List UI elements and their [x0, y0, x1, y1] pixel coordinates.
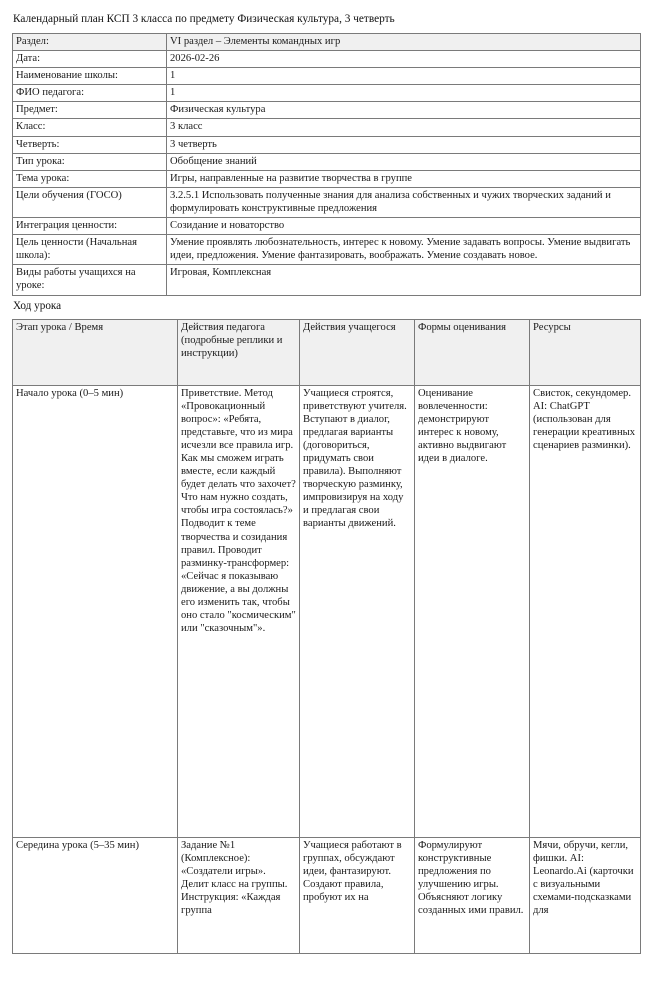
- column-header-resources: Ресурсы: [530, 319, 641, 385]
- table-row: [13, 136, 641, 153]
- cell-stage: Начало урока (0–5 мин): [13, 385, 178, 837]
- table-row: [13, 68, 641, 85]
- info-value: 3 четверть: [167, 136, 641, 153]
- cell-teacher-actions: Задание №1 (Комплексное): «Создатели игры». Делит класс на группы. Инструкция: «Каждая группа: [178, 837, 300, 953]
- cell-resources: Свисток, секундомер. AI: ChatGPT (использован для генерации креативных сценариев разминки).: [530, 385, 641, 837]
- table-row: [13, 187, 641, 217]
- info-value: 1: [167, 85, 641, 102]
- info-value: 1: [167, 68, 641, 85]
- column-header-stage: Этап урока / Время: [13, 319, 178, 385]
- table-header-row: [13, 319, 641, 385]
- column-header-assessment: Формы оценивания: [415, 319, 530, 385]
- lesson-info-body: [13, 34, 641, 296]
- table-row: [13, 34, 641, 51]
- column-header-student-actions: Действия учащегося: [300, 319, 415, 385]
- info-label: Виды работы учащихся на уроке:: [13, 265, 167, 295]
- table-row: [13, 153, 641, 170]
- table-row: [13, 235, 641, 265]
- info-value: Игровая, Комплексная: [167, 265, 641, 295]
- table-row: [13, 265, 641, 295]
- info-label: ФИО педагога:: [13, 85, 167, 102]
- cell-resources: Мячи, обручи, кегли, фишки. AI: Leonardo.Ai (карточки с визуальными схемами-подсказками для: [530, 837, 641, 953]
- lesson-flow-table: [12, 319, 641, 954]
- info-value: 3.2.5.1 Использовать полученные знания для анализа собственных и чужих творческих заданий и формулировать конструктивные предложения: [167, 187, 641, 217]
- cell-assessment: Формулируют конструктивные предложения по улучшению игры. Объясняют логику созданных ими правил.: [415, 837, 530, 953]
- info-value: Умение проявлять любознательность, интерес к новому. Умение задавать вопросы. Умение выдвигать идеи, предложения. Умение фантазировать, воображать. Умение создавать новое.: [167, 235, 641, 265]
- cell-stage: Середина урока (5–35 мин): [13, 837, 178, 953]
- page-title: Календарный план КСП 3 класса по предмету Физическая культура, 3 четверть: [13, 13, 395, 25]
- table-row: [13, 218, 641, 235]
- table-row: [13, 85, 641, 102]
- info-label: Четверть:: [13, 136, 167, 153]
- info-label: Тема урока:: [13, 170, 167, 187]
- info-value: VI раздел – Элементы командных игр: [167, 34, 641, 51]
- table-row: [13, 385, 641, 837]
- info-label: Цели обучения (ГОСО): [13, 187, 167, 217]
- lesson-flow-header: [13, 319, 641, 385]
- lesson-flow-body: [13, 385, 641, 953]
- info-value: Физическая культура: [167, 102, 641, 119]
- info-value: Игры, направленные на развитие творчества в группе: [167, 170, 641, 187]
- info-label: Интеграция ценности:: [13, 218, 167, 235]
- table-row: [13, 51, 641, 68]
- info-label: Тип урока:: [13, 153, 167, 170]
- cell-assessment: Оценивание вовлеченности: демонстрируют интерес к новому, активно выдвигают идеи в диалоге.: [415, 385, 530, 837]
- table-row: [13, 119, 641, 136]
- table-row: [13, 102, 641, 119]
- column-header-teacher-actions: Действия педагога (подробные реплики и инструкции): [178, 319, 300, 385]
- info-label: Дата:: [13, 51, 167, 68]
- cell-student-actions: Учащиеся строятся, приветствуют учителя. Вступают в диалог, предлагая варианты (договориться, придумать свои правила). Выполняют творческую разминку, импровизируя на ходу и предлагая свои варианты движений.: [300, 385, 415, 837]
- info-value: 2026-02-26: [167, 51, 641, 68]
- cell-student-actions: Учащиеся работают в группах, обсуждают идеи, фантазируют. Создают правила, пробуют их на: [300, 837, 415, 953]
- info-value: 3 класс: [167, 119, 641, 136]
- section-caption: Ход урока: [13, 299, 62, 312]
- info-label: Наименование школы:: [13, 68, 167, 85]
- table-row: [13, 837, 641, 953]
- info-value: Обобщение знаний: [167, 153, 641, 170]
- info-value: Созидание и новаторство: [167, 218, 641, 235]
- cell-teacher-actions: Приветствие. Метод «Провокационный вопрос»: «Ребята, представьте, что из мира исчезли все правила игр. Как мы сможем играть вместе, если каждый будет делать что захочет? Что нам нужно создать, чтобы игра состоялась?» Подводит к теме творчества и созидания правил. Проводит разминку-трансформер: «Сейчас я показываю движение, а вы должны его изменить так, чтобы оно стало "космическим" или "сказочным"».: [178, 385, 300, 837]
- info-label: Цель ценности (Начальная школа):: [13, 235, 167, 265]
- info-label: Класс:: [13, 119, 167, 136]
- table-row: [13, 170, 641, 187]
- info-label: Предмет:: [13, 102, 167, 119]
- info-label: Раздел:: [13, 34, 167, 51]
- lesson-info-table: [12, 33, 641, 296]
